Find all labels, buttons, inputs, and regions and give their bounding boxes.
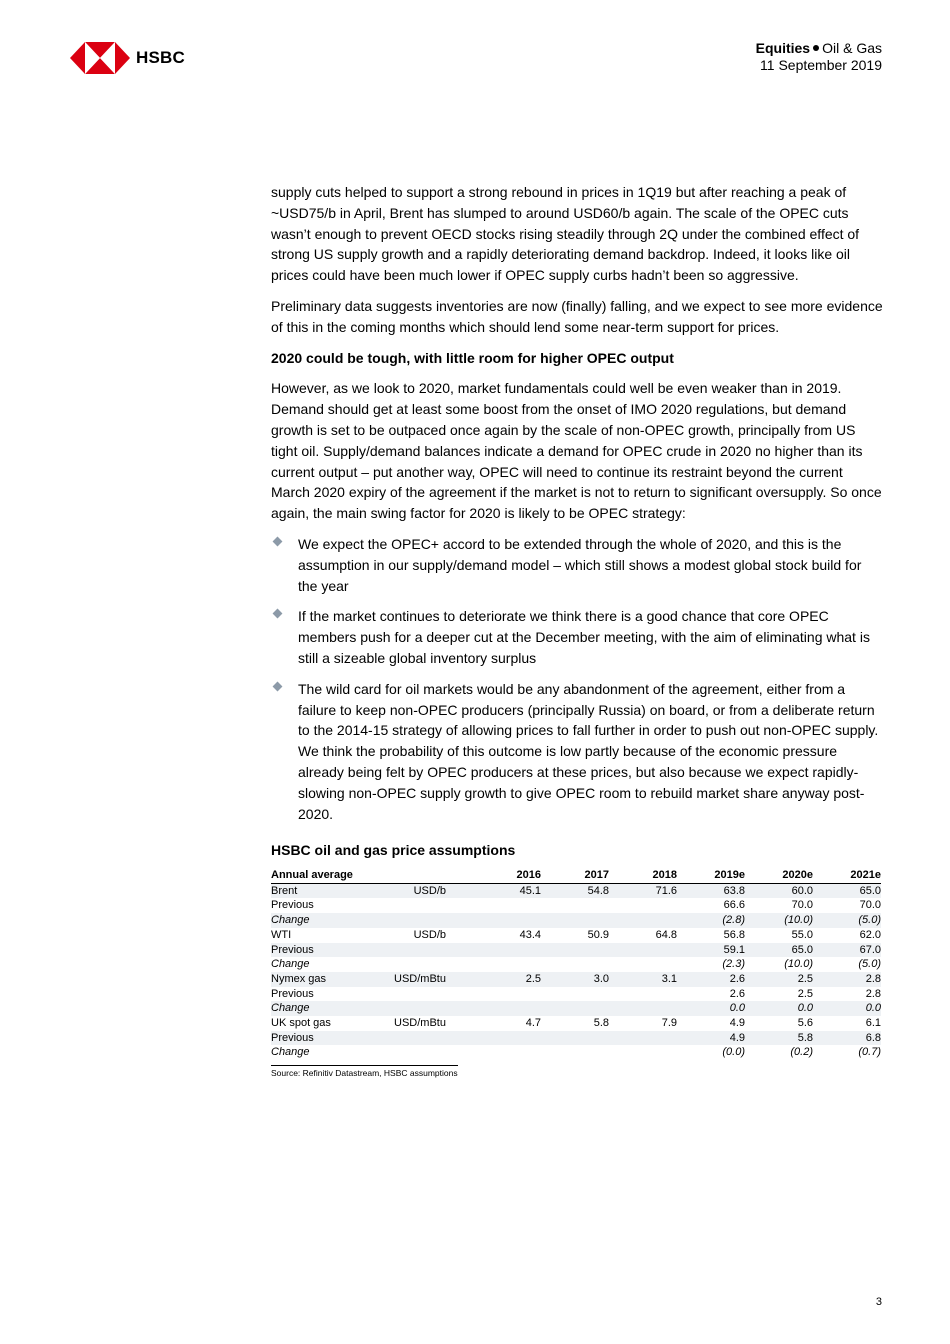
table-cell: UK spot gas bbox=[271, 1017, 331, 1030]
paragraph: Preliminary data suggests inventories are now (finally) falling, and we expect to see more evidence of this in the coming months which should lend some near-term support for prices. bbox=[271, 297, 883, 335]
table-cell: (2.8) bbox=[677, 913, 745, 928]
header-sector: Oil & Gas bbox=[822, 40, 882, 56]
diamond-bullet-icon bbox=[273, 537, 283, 547]
table-cell: 60.0 bbox=[745, 883, 813, 898]
table-cell: 45.1 bbox=[446, 883, 541, 898]
hsbc-logo bbox=[70, 42, 185, 74]
table-cell bbox=[366, 1045, 446, 1060]
table-cell: USD/b bbox=[413, 928, 446, 941]
table-body bbox=[271, 883, 881, 1060]
table-cell: USD/mBtu bbox=[394, 1017, 446, 1030]
table-cell: 62.0 bbox=[859, 928, 881, 941]
table-cell: 54.8 bbox=[541, 883, 609, 898]
table-cell bbox=[446, 898, 541, 913]
body-text bbox=[271, 182, 883, 834]
table-cell bbox=[366, 987, 446, 1002]
table-cell: 6.1 bbox=[865, 1017, 881, 1030]
table-cell: 4.7 bbox=[525, 1017, 541, 1030]
table-cell bbox=[366, 913, 446, 928]
column-header bbox=[366, 868, 446, 883]
table-cell: 67.0 bbox=[813, 943, 881, 958]
price-assumptions-table bbox=[271, 868, 881, 1060]
table-cell: (10.0) bbox=[784, 958, 813, 971]
table-cell: USD/b bbox=[366, 883, 446, 898]
table-cell bbox=[541, 1045, 609, 1060]
table-cell: 0.0 bbox=[677, 1001, 745, 1016]
price-assumptions-exhibit bbox=[271, 842, 881, 1081]
table-cell: 0.0 bbox=[745, 1001, 813, 1016]
table-cell: 50.9 bbox=[587, 928, 609, 941]
column-header: 2017 bbox=[541, 868, 609, 883]
table-cell bbox=[366, 1001, 446, 1016]
table-cell bbox=[541, 898, 609, 913]
table-cell: 3.1 bbox=[609, 972, 677, 987]
table-cell bbox=[366, 1031, 446, 1046]
column-header: 2020e bbox=[745, 868, 813, 883]
table-row bbox=[271, 957, 881, 972]
table-cell: 64.8 bbox=[655, 928, 677, 941]
table-cell: 5.8 bbox=[593, 1017, 609, 1030]
table-cell bbox=[446, 987, 541, 1002]
bullet-text: If the market continues to deteriorate we think there is a good chance that core OPEC members push for a deeper cut at the December meeting, with the aim of eliminating what is still a sizeable global inventory surplus bbox=[298, 608, 870, 666]
table-cell bbox=[366, 943, 446, 958]
table-cell: 63.8 bbox=[677, 883, 745, 898]
table-cell: (10.0) bbox=[745, 913, 813, 928]
table-cell: Nymex gas bbox=[271, 972, 366, 987]
bullet-item bbox=[271, 679, 883, 825]
table-cell: 6.8 bbox=[813, 1031, 881, 1046]
table-cell bbox=[541, 957, 609, 972]
table-row bbox=[271, 928, 881, 943]
bullet-text: The wild card for oil markets would be any abandonment of the agreement, either from a failure to keep non-OPEC producers (principally Russia) on board, or from a deliberate return to the 2014-15 strategy of allowing prices to fall further in order to push out non-OPEC supply. We think the probability of this outcome is low partly because of the economic pressure already being felt by OPEC producers at these prices, but also because we expect rapidly-slowing non-OPEC supply growth to give OPEC room to rebuild market share anyway post-2020. bbox=[298, 680, 879, 822]
table-cell: 2.5 bbox=[797, 987, 813, 1000]
column-header: 2016 bbox=[446, 868, 541, 883]
table-row bbox=[271, 987, 881, 1002]
column-header: 2021e bbox=[813, 868, 881, 883]
column-header: 2018 bbox=[609, 868, 677, 883]
table-cell: Previous bbox=[271, 943, 366, 958]
table-cell bbox=[609, 898, 677, 913]
header-section-line bbox=[756, 40, 882, 57]
table-cell bbox=[541, 1001, 609, 1016]
table-row bbox=[271, 1016, 881, 1031]
table-cell bbox=[446, 913, 541, 928]
table-cell: 5.8 bbox=[745, 1031, 813, 1046]
table-cell: Change bbox=[271, 913, 366, 928]
table-cell: 65.0 bbox=[745, 943, 813, 958]
table-cell bbox=[541, 1031, 609, 1046]
table-row bbox=[271, 972, 881, 987]
table-cell: 5.6 bbox=[797, 1017, 813, 1030]
bullet-item bbox=[271, 606, 883, 668]
table-cell bbox=[366, 898, 446, 913]
table-row bbox=[271, 913, 881, 928]
table-cell: 4.9 bbox=[729, 1017, 745, 1030]
table-cell: Previous bbox=[271, 899, 314, 912]
table-cell: 70.0 bbox=[859, 899, 881, 912]
table-source: Source: Refinitiv Datastream, HSBC assumptions bbox=[271, 1065, 458, 1078]
table-cell: USD/mBtu bbox=[366, 972, 446, 987]
table-cell: 43.4 bbox=[519, 928, 541, 941]
table-cell: 70.0 bbox=[791, 899, 813, 912]
table-cell bbox=[609, 987, 677, 1002]
table-cell bbox=[446, 957, 541, 972]
bullet-item bbox=[271, 534, 883, 596]
table-row bbox=[271, 898, 881, 913]
bullet-list bbox=[271, 534, 883, 824]
table-cell bbox=[609, 1045, 677, 1060]
table-cell: 0.0 bbox=[813, 1001, 881, 1016]
table-cell: 2.6 bbox=[677, 972, 745, 987]
table-row bbox=[271, 1031, 881, 1046]
table-cell: 2.5 bbox=[446, 972, 541, 987]
table-cell bbox=[541, 913, 609, 928]
table-cell: (2.3) bbox=[722, 958, 745, 971]
table-cell bbox=[446, 943, 541, 958]
table-cell bbox=[541, 987, 609, 1002]
column-header: Annual average bbox=[271, 868, 366, 883]
table-cell: 7.9 bbox=[661, 1017, 677, 1030]
table-cell bbox=[609, 957, 677, 972]
bullet-dot-icon bbox=[813, 45, 819, 51]
table-cell: Change bbox=[271, 1046, 310, 1059]
table-row bbox=[271, 883, 881, 898]
table-row bbox=[271, 1045, 881, 1060]
table-cell: 4.9 bbox=[677, 1031, 745, 1046]
page-header bbox=[756, 40, 882, 74]
table-cell: 3.0 bbox=[541, 972, 609, 987]
table-cell: Change bbox=[271, 1001, 366, 1016]
table-cell: Change bbox=[271, 958, 310, 971]
paragraph: However, as we look to 2020, market fundamentals could well be even weaker than in 2019. Demand should get at least some boost from the onset of IMO 2020 regulations, but demand growth is set to be outpaced once again by the scale of non-OPEC growth, principally from US tight oil. Supply/demand balances indicate a demand for OPEC crude in 2020 no higher than its current output – put another way, OPEC will need to continue its restraint beyond the current March 2020 expiry of the agreement if the market is not to return to significant oversupply. So once again, the main swing factor for 2020 is likely to be OPEC strategy: bbox=[271, 380, 882, 522]
table-cell: Previous bbox=[271, 1031, 366, 1046]
table-header-row bbox=[271, 868, 881, 883]
table-cell bbox=[609, 1001, 677, 1016]
header-section: Equities bbox=[755, 40, 811, 56]
table-cell bbox=[609, 913, 677, 928]
diamond-bullet-icon bbox=[273, 681, 283, 691]
table-cell: 59.1 bbox=[677, 943, 745, 958]
table-cell: 66.6 bbox=[723, 899, 745, 912]
diamond-bullet-icon bbox=[273, 609, 283, 619]
table-row bbox=[271, 943, 881, 958]
table-cell: 2.8 bbox=[813, 972, 881, 987]
logo-text: HSBC bbox=[136, 48, 185, 67]
table-cell bbox=[609, 943, 677, 958]
table-cell bbox=[609, 1031, 677, 1046]
table-cell bbox=[446, 1001, 541, 1016]
table-cell: (5.0) bbox=[858, 958, 881, 971]
paragraph: supply cuts helped to support a strong rebound in prices in 1Q19 but after reaching a peak of ~USD75/b in April, Brent has slumped to around USD60/b again. The scale of the OPEC cuts wasn’t enough to prevent OECD stocks rising steadily through 2Q under the combined effect of strong US supply growth and a rapidly deteriorating demand backdrop. Indeed, it looks like oil prices could have been much lower if OPEC supply curbs hadn’t been so aggressive. bbox=[271, 184, 860, 284]
table-cell: 2.5 bbox=[745, 972, 813, 987]
table-cell bbox=[541, 943, 609, 958]
table-cell: Brent bbox=[271, 883, 366, 898]
table-cell bbox=[366, 957, 446, 972]
table-cell: 2.6 bbox=[729, 987, 745, 1000]
page-number: 3 bbox=[875, 1296, 882, 1308]
table-cell: Previous bbox=[271, 987, 314, 1000]
table-row bbox=[271, 1001, 881, 1016]
table-cell: (0.2) bbox=[790, 1046, 813, 1059]
table-cell: (0.7) bbox=[858, 1046, 881, 1059]
hsbc-hexagon-icon bbox=[70, 42, 130, 74]
table-title: HSBC oil and gas price assumptions bbox=[271, 842, 516, 858]
table-cell: 65.0 bbox=[813, 883, 881, 898]
table-cell: 55.0 bbox=[791, 928, 813, 941]
section-subheading: 2020 could be tough, with little room for higher OPEC output bbox=[271, 349, 674, 366]
table-cell: 2.8 bbox=[865, 987, 881, 1000]
table-cell: (5.0) bbox=[813, 913, 881, 928]
column-header: 2019e bbox=[677, 868, 745, 883]
table-cell: 56.8 bbox=[723, 928, 745, 941]
table-cell bbox=[446, 1045, 541, 1060]
table-cell: 71.6 bbox=[609, 883, 677, 898]
bullet-text: We expect the OPEC+ accord to be extended through the whole of 2020, and this is the assumption in our supply/demand model – which still shows a modest global stock build for the year bbox=[298, 535, 862, 594]
table-cell: (0.0) bbox=[722, 1046, 745, 1059]
header-date: 11 September 2019 bbox=[760, 57, 882, 73]
table-cell: WTI bbox=[271, 928, 292, 941]
table-cell bbox=[446, 1031, 541, 1046]
